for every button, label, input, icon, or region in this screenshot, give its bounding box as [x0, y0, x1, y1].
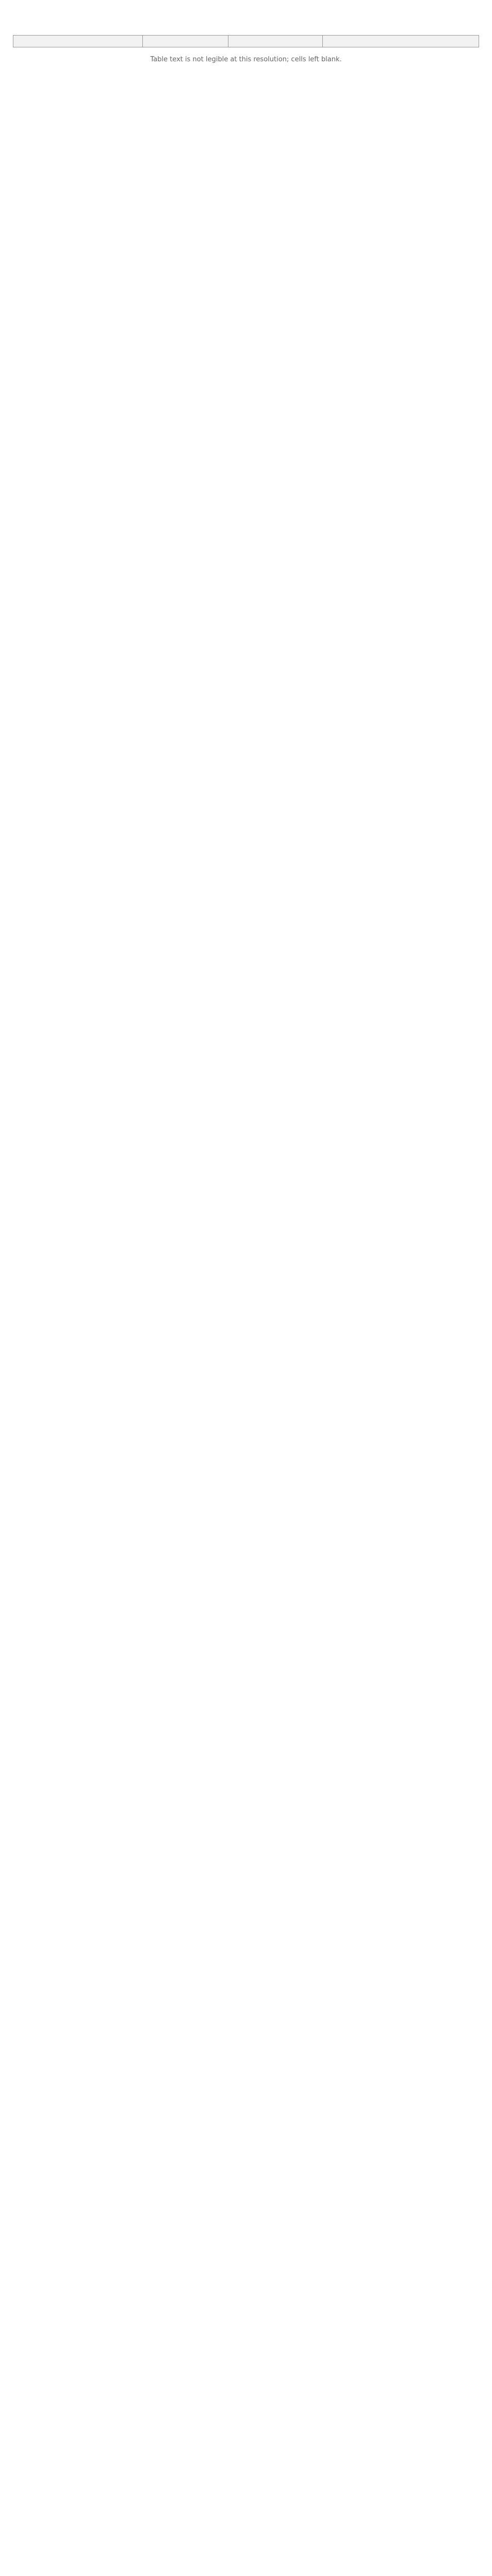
document-page	[0, 0, 492, 84]
staff-table	[13, 35, 479, 47]
table-header-row	[13, 36, 479, 47]
table-wrapper	[13, 35, 479, 47]
column-header-institution	[13, 36, 143, 47]
column-header-branch	[323, 36, 479, 47]
legibility-notice: Table text is not legible at this resolution; cells left blank.	[150, 56, 342, 63]
document-title	[0, 12, 492, 26]
column-header-name	[228, 36, 323, 47]
table-header	[13, 36, 479, 47]
column-header-employee-id	[143, 36, 228, 47]
